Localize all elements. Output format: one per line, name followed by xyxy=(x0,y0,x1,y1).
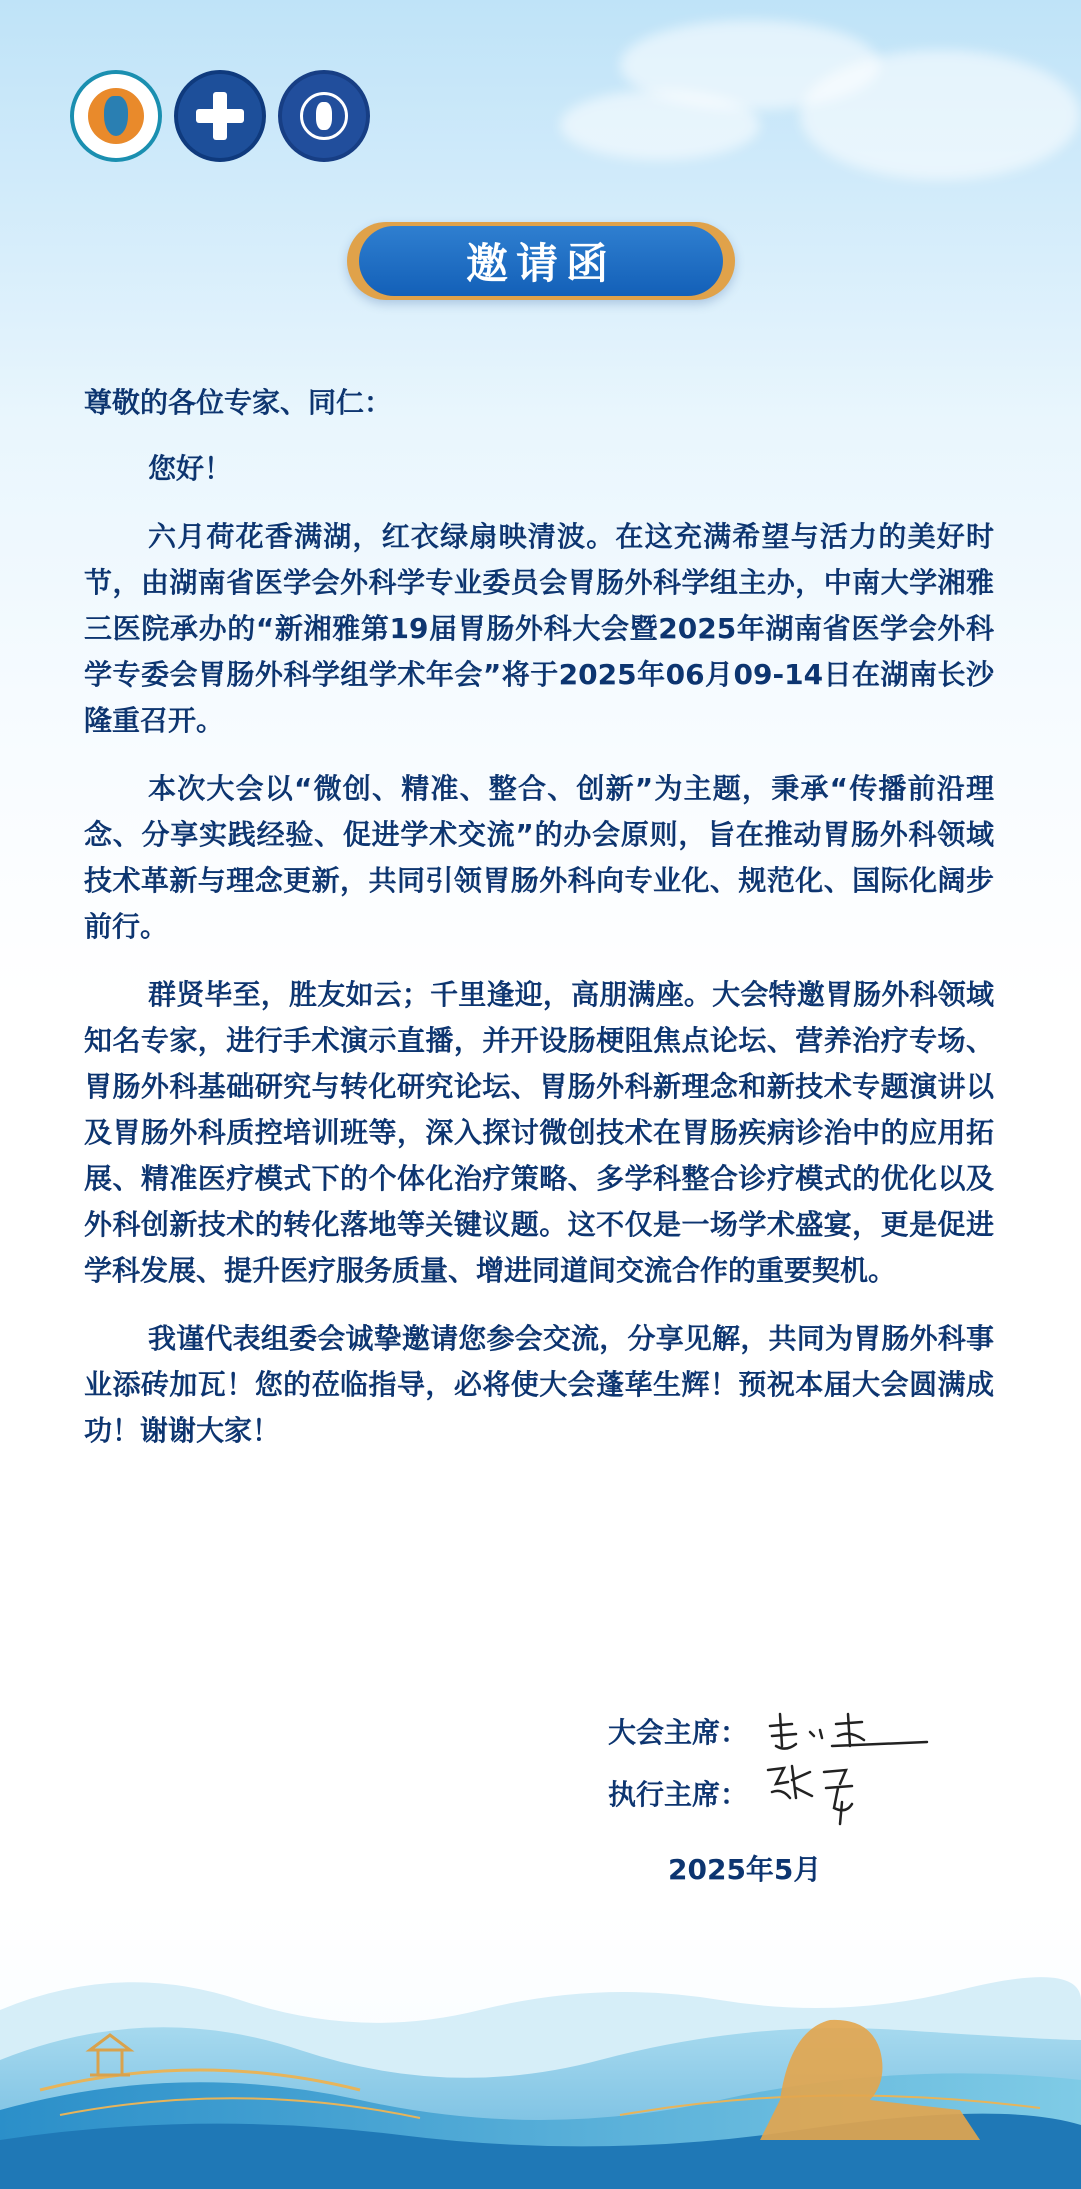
exec-chair-row xyxy=(608,1762,932,1824)
wave-footer-decoration xyxy=(0,1940,1081,2189)
signature-block xyxy=(608,1700,932,1824)
salutation: 尊敬的各位专家、同仁： xyxy=(84,386,393,419)
exec-chair-signature xyxy=(762,1758,882,1828)
paragraph: 本次大会以“微创、精准、整合、创新”为主题，秉承“传播前沿理念、分享实践经验、促进学术交流”的办会原则，旨在推动胃肠外科领域技术革新与理念更新，共同引领胃肠外科向专业化、规范化、国际化阔步前行。 xyxy=(84,772,994,943)
chair-label: 大会主席： xyxy=(608,1716,749,1749)
hunan-medical-association-logo xyxy=(70,70,162,162)
third-xiangya-hospital-logo xyxy=(174,70,266,162)
paragraph: 六月荷花香满湖，红衣绿扇映清波。在这充满希望与活力的美好时节，由湖南省医学会外科学专业委员会胃肠外科学组主办，中南大学湘雅三医院承办的“新湘雅第19届胃肠外科大会暨2025年湖南省医学会外科学专委会胃肠外科学组学术年会”将于2025年06月09-14日在湖南长沙隆重召开。 xyxy=(84,520,994,737)
cloud-decoration xyxy=(560,90,760,160)
greeting: 您好！ xyxy=(148,452,233,485)
chair-row xyxy=(608,1700,932,1762)
title-banner xyxy=(347,222,735,300)
letter-body xyxy=(84,380,994,1476)
chair-signature xyxy=(762,1706,932,1756)
gastrointestinal-surgery-logo xyxy=(278,70,370,162)
letter-date: 2025年5月 xyxy=(668,1853,822,1886)
paragraph: 我谨代表组委会诚挚邀请您参会交流，分享见解，共同为胃肠外科事业添砖加瓦！您的莅临指导，必将使大会蓬荜生辉！预祝本届大会圆满成功！谢谢大家！ xyxy=(84,1322,994,1447)
paragraph: 群贤毕至，胜友如云；千里逢迎，高朋满座。大会特邀胃肠外科领域知名专家，进行手术演示直播，并开设肠梗阻焦点论坛、营养治疗专场、胃肠外科基础研究与转化研究论坛、胃肠外科新理念和新技术专题演讲以及胃肠外科质控培训班等，深入探讨微创技术在胃肠疾病诊治中的应用拓展、精准医疗模式下的个体化治疗策略、多学科整合诊疗模式的优化以及外科创新技术的转化落地等关键议题。这不仅是一场学术盛宴，更是促进学科发展、提升医疗服务质量、增进同道间交流合作的重要契机。 xyxy=(84,978,994,1287)
logo-row xyxy=(70,70,370,162)
cloud-decoration xyxy=(800,50,1080,180)
exec-chair-label: 执行主席： xyxy=(608,1778,749,1811)
page-title: 邀请函 xyxy=(359,226,723,296)
